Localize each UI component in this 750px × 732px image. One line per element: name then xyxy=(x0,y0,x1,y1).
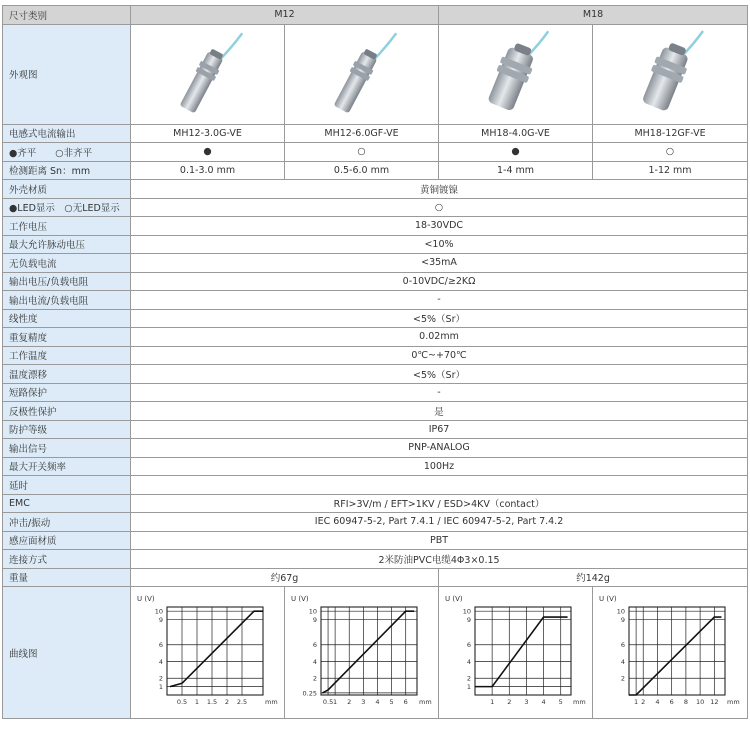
mounting-cell: ● xyxy=(131,143,285,162)
spec-label: 重复精度 xyxy=(3,328,131,347)
sensor-image-cell xyxy=(593,24,748,124)
model-cell: MH12-3.0G-VE xyxy=(131,124,285,143)
y-axis-label: U (V) xyxy=(599,595,617,603)
spec-table xyxy=(2,5,748,719)
spec-label: 输出电流/负载电阻 xyxy=(3,291,131,310)
spec-value: 是 xyxy=(131,402,748,421)
spec-value: IP67 xyxy=(131,420,748,439)
x-tick-label: 6 xyxy=(669,698,674,706)
spec-row xyxy=(3,383,748,402)
x-unit-label: mm xyxy=(265,698,278,706)
x-tick-label: 2 xyxy=(347,698,352,706)
model-label: 电感式电流输出 xyxy=(3,124,131,143)
spec-value: IEC 60947-5-2, Part 7.4.1 / IEC 60947-5-2, Part 7.4.2 xyxy=(131,513,748,532)
x-tick-label: 4 xyxy=(375,698,380,706)
sensor-image-cell xyxy=(131,24,285,124)
x-tick-label: 12 xyxy=(710,698,719,706)
spec-row xyxy=(3,180,748,199)
output-curve-line xyxy=(475,617,568,687)
spec-row xyxy=(3,457,748,476)
sensor-image-cell xyxy=(439,24,593,124)
sensor-image-m18-nonflush xyxy=(593,25,747,121)
y-tick-label: 6 xyxy=(466,641,472,650)
model-cell: MH12-6.0GF-VE xyxy=(285,124,439,143)
m18-header: M18 xyxy=(439,6,748,25)
x-tick-label: 2.5 xyxy=(236,698,248,706)
x-tick-label: 2 xyxy=(224,698,230,706)
y-tick-label: 4 xyxy=(620,657,626,666)
mounting-cell: ● xyxy=(439,143,593,162)
spec-label: ●LED显示 ○无LED显示 xyxy=(3,198,131,217)
spec-label: 反极性保护 xyxy=(3,402,131,421)
distance-cell: 0.1-3.0 mm xyxy=(131,161,285,180)
curve-cell xyxy=(285,587,439,719)
output-curve-chart xyxy=(593,587,748,715)
y-tick-label: 1 xyxy=(158,683,163,692)
y-tick-label: 10 xyxy=(154,607,163,616)
spec-label: 短路保护 xyxy=(3,383,131,402)
x-tick-label: 1 xyxy=(490,698,495,706)
x-unit-label: mm xyxy=(419,698,432,706)
spec-label: 外壳材质 xyxy=(3,180,131,199)
y-tick-label: 6 xyxy=(158,641,163,650)
spec-row xyxy=(3,513,748,532)
spec-value: 2米防油PVC电缆4Φ3×0.15 xyxy=(131,550,748,569)
y-tick-label: 2 xyxy=(466,674,472,683)
spec-value: <5%（Sr） xyxy=(131,365,748,384)
y-tick-label: 10 xyxy=(462,607,472,616)
output-curve-line xyxy=(629,617,721,695)
spec-label: 最大开关频率 xyxy=(3,457,131,476)
spec-value: PNP-ANALOG xyxy=(131,439,748,458)
output-curve-line xyxy=(322,611,414,693)
spec-value: RFI>3V/m / EFT>1KV / ESD>4KV（contact） xyxy=(131,494,748,513)
model-cell: MH18-4.0G-VE xyxy=(439,124,593,143)
spec-row xyxy=(3,198,748,217)
spec-label: 工作电压 xyxy=(3,217,131,236)
weight-label: 重量 xyxy=(3,568,131,587)
spec-row xyxy=(3,439,748,458)
mounting-row xyxy=(3,143,748,162)
spec-value: 0.02mm xyxy=(131,328,748,347)
y-tick-label: 6 xyxy=(312,641,317,650)
x-tick-label: 5 xyxy=(558,698,563,706)
curve-row xyxy=(3,587,748,719)
x-tick-label: 4 xyxy=(541,698,546,706)
spec-value: 0℃~+70℃ xyxy=(131,346,748,365)
spec-row xyxy=(3,309,748,328)
spec-label: 输出电压/负载电阻 xyxy=(3,272,131,291)
spec-label: 无负载电流 xyxy=(3,254,131,273)
spec-row xyxy=(3,420,748,439)
y-tick-label: 2 xyxy=(312,674,317,683)
spec-label: 输出信号 xyxy=(3,439,131,458)
size-category-label: 尺寸类别 xyxy=(3,6,131,25)
distance-cell: 1-12 mm xyxy=(593,161,748,180)
distance-label: 检测距离 Sn：mm xyxy=(3,161,131,180)
spec-row xyxy=(3,550,748,569)
x-tick-label: 4 xyxy=(655,698,660,706)
x-tick-label: 1 xyxy=(194,698,200,706)
spec-value: - xyxy=(131,291,748,310)
spec-label: 连接方式 xyxy=(3,550,131,569)
spec-value: <10% xyxy=(131,235,748,254)
spec-value: - xyxy=(131,383,748,402)
y-tick-label: 6 xyxy=(620,641,626,650)
curve-cell xyxy=(131,587,285,719)
x-unit-label: mm xyxy=(573,698,586,706)
mounting-label: ●齐平 ○非齐平 xyxy=(3,143,131,162)
header-row xyxy=(3,6,748,25)
sensor-image-m12-flush xyxy=(131,25,284,121)
spec-value: 18-30VDC xyxy=(131,217,748,236)
spec-value: <5%（Sr） xyxy=(131,309,748,328)
x-tick-label: 0.5 xyxy=(322,698,334,706)
model-row xyxy=(3,124,748,143)
spec-value: ○ xyxy=(131,198,748,217)
distance-cell: 0.5-6.0 mm xyxy=(285,161,439,180)
spec-row xyxy=(3,272,748,291)
weight-row xyxy=(3,568,748,587)
x-tick-label: 5 xyxy=(389,698,394,706)
spec-label: 温度漂移 xyxy=(3,365,131,384)
y-tick-label: 4 xyxy=(312,657,317,666)
y-tick-label: 0.25 xyxy=(302,689,317,698)
output-curve-line xyxy=(170,611,263,686)
appearance-label: 外观图 xyxy=(3,24,131,124)
y-tick-label: 4 xyxy=(158,657,163,666)
spec-row xyxy=(3,235,748,254)
y-tick-label: 9 xyxy=(466,616,472,625)
x-tick-label: 3 xyxy=(524,698,529,706)
y-axis-label: U (V) xyxy=(445,595,463,603)
distance-cell: 1-4 mm xyxy=(439,161,593,180)
spec-row xyxy=(3,531,748,550)
spec-value xyxy=(131,476,748,495)
output-curve-chart xyxy=(285,587,439,715)
y-tick-label: 2 xyxy=(620,674,626,683)
spec-value: 100Hz xyxy=(131,457,748,476)
spec-row xyxy=(3,346,748,365)
spec-row xyxy=(3,328,748,347)
y-tick-label: 9 xyxy=(620,616,626,625)
spec-row xyxy=(3,494,748,513)
x-tick-label: 3 xyxy=(361,698,366,706)
x-tick-label: 8 xyxy=(683,698,688,706)
x-unit-label: mm xyxy=(727,698,740,706)
curve-cell xyxy=(439,587,593,719)
x-tick-label: 1 xyxy=(333,698,338,706)
spec-value: 黄铜镀镍 xyxy=(131,180,748,199)
spec-label: EMC xyxy=(3,494,131,513)
spec-row xyxy=(3,254,748,273)
spec-row xyxy=(3,476,748,495)
sensor-image-m18-flush xyxy=(439,25,592,121)
y-tick-label: 4 xyxy=(466,657,472,666)
sensor-image-cell xyxy=(285,24,439,124)
plot-frame xyxy=(475,607,571,695)
y-tick-label: 10 xyxy=(308,607,317,616)
y-tick-label: 1 xyxy=(466,683,472,692)
x-tick-label: 1.5 xyxy=(206,698,218,706)
mounting-cell: ○ xyxy=(593,143,748,162)
spec-value: 0-10VDC/≥2KΩ xyxy=(131,272,748,291)
y-tick-label: 10 xyxy=(616,607,626,616)
x-tick-label: 6 xyxy=(403,698,408,706)
x-tick-label: 1 xyxy=(634,698,639,706)
spec-row xyxy=(3,402,748,421)
x-tick-label: 2 xyxy=(641,698,646,706)
curve-label: 曲线图 xyxy=(3,587,131,719)
spec-label: 延时 xyxy=(3,476,131,495)
spec-row xyxy=(3,217,748,236)
spec-label: 线性度 xyxy=(3,309,131,328)
output-curve-chart xyxy=(131,587,285,715)
spec-row xyxy=(3,291,748,310)
spec-label: 冲击/振动 xyxy=(3,513,131,532)
weight-m12: 约67g xyxy=(131,568,439,587)
weight-m18: 约142g xyxy=(439,568,748,587)
sensor-image-m12-nonflush xyxy=(285,25,438,121)
mounting-cell: ○ xyxy=(285,143,439,162)
spec-label: 最大允许脉动电压 xyxy=(3,235,131,254)
model-cell: MH18-12GF-VE xyxy=(593,124,748,143)
x-tick-label: 2 xyxy=(507,698,512,706)
y-axis-label: U (V) xyxy=(291,595,309,603)
y-tick-label: 9 xyxy=(312,616,317,625)
spec-label: 防护等级 xyxy=(3,420,131,439)
y-axis-label: U (V) xyxy=(137,595,155,603)
spec-label: 感应面材质 xyxy=(3,531,131,550)
spec-row xyxy=(3,365,748,384)
appearance-row xyxy=(3,24,748,124)
m12-header: M12 xyxy=(131,6,439,25)
spec-value: <35mA xyxy=(131,254,748,273)
y-tick-label: 2 xyxy=(158,674,163,683)
y-tick-label: 9 xyxy=(158,616,163,625)
spec-label: 工作温度 xyxy=(3,346,131,365)
output-curve-chart xyxy=(439,587,593,715)
distance-row xyxy=(3,161,748,180)
x-tick-label: 0.5 xyxy=(176,698,188,706)
spec-value: PBT xyxy=(131,531,748,550)
x-tick-label: 10 xyxy=(695,698,705,706)
curve-cell xyxy=(593,587,748,719)
